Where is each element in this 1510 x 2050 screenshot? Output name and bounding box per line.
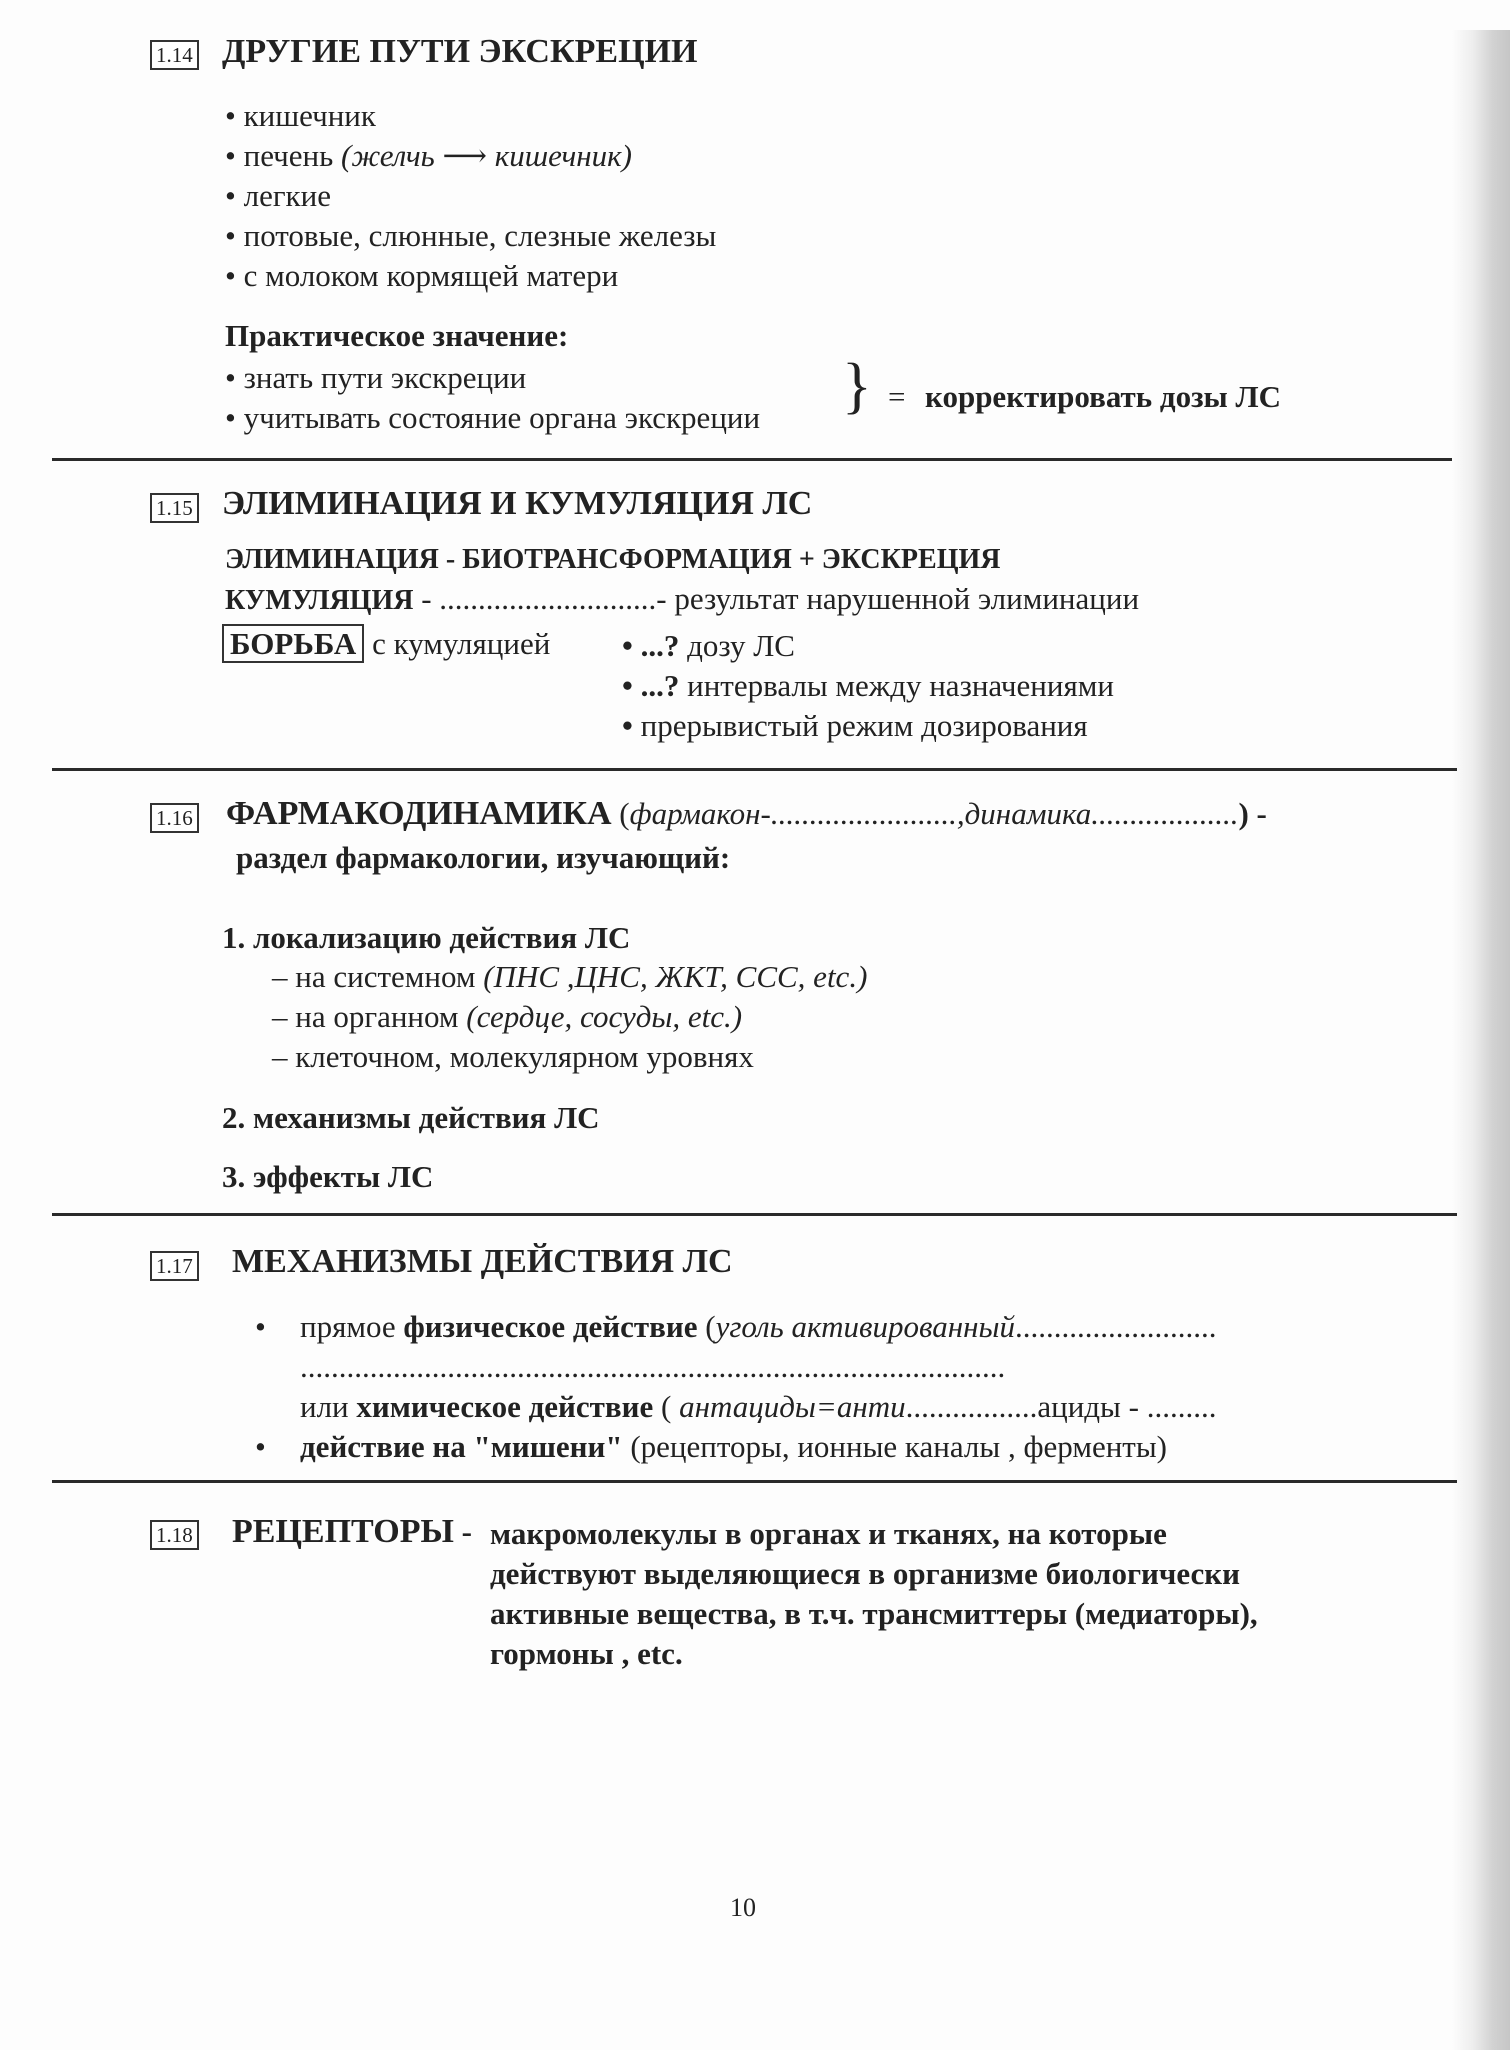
list-item: – на органном (сердце, сосуды, etc.) [272, 999, 743, 1034]
conclusion: корректировать дозы ЛС [925, 379, 1282, 414]
list-item: 3. эффекты ЛС [222, 1159, 434, 1194]
list-item: • с молоком кормящей матери [225, 258, 619, 293]
section-title: РЕЦЕПТОРЫ [232, 1513, 454, 1550]
divider [52, 1480, 1457, 1483]
section-title-line: ФАРМАКОДИНАМИКА (фармакон-........................,динамика...................) - [226, 795, 1267, 832]
divider [52, 768, 1457, 771]
section-title-line: РЕЦЕПТОРЫ - [232, 1513, 472, 1550]
fight-box: БОРЬБА [222, 624, 364, 663]
elimination-definition: ЭЛИМИНАЦИЯ - БИОТРАНСФОРМАЦИЯ + ЭКСКРЕЦИЯ [225, 544, 1001, 575]
practical-list [225, 358, 760, 438]
bullet: • [255, 1309, 266, 1344]
fight-list [622, 626, 1114, 746]
divider [52, 1213, 1457, 1216]
definition-line: активные вещества, в т.ч. трансмиттеры (медиаторы), [490, 1596, 1258, 1631]
list-item: • потовые, слюнные, слезные железы [225, 218, 717, 253]
equals-sign: = [888, 379, 906, 414]
excretion-list [225, 96, 716, 296]
section-title: ФАРМАКОДИНАМИКА [226, 795, 612, 832]
list-item: • легкие [225, 178, 331, 213]
list-item: • прерывистый режим дозирования [622, 708, 1088, 743]
list-item: 1. локализацию действия ЛС [222, 920, 631, 955]
list-item: • знать пути экскреции [225, 360, 527, 395]
section-number: 1.16 [150, 803, 199, 833]
list-item: • печень (желчь ⟶ кишечник) [225, 138, 632, 173]
divider [52, 458, 1452, 461]
cumulation-definition: КУМУЛЯЦИЯ - ............................- результат нарушенной элиминации [225, 581, 1140, 616]
mechanism-line: прямое физическое действие (уголь активированный.......................... [300, 1309, 1217, 1344]
section-subtitle: раздел фармакологии, изучающий: [236, 840, 731, 875]
section-number: 1.18 [150, 1520, 199, 1550]
definition-line: макромолекулы в органах и тканях, на которые [490, 1516, 1167, 1551]
list-item: • ...? дозу ЛС [622, 628, 795, 663]
page-number: 10 [730, 1893, 756, 1922]
list-item: 2. механизмы действия ЛС [222, 1100, 600, 1135]
section-number: 1.14 [150, 40, 199, 70]
definition-line: гормоны , etc. [490, 1636, 683, 1671]
list-item: – клеточном, молекулярном уровнях [272, 1039, 754, 1074]
blank-line: ........................................................................................... [300, 1349, 1006, 1384]
section-title: ЭЛИМИНАЦИЯ И КУМУЛЯЦИЯ ЛС [222, 485, 813, 522]
list-item: – на системном (ПНС ,ЦНС, ЖКТ, ССС, etc.) [272, 959, 868, 994]
fight-cumulation: БОРЬБА с кумуляцией [222, 624, 550, 664]
section-title: ДРУГИЕ ПУТИ ЭКСКРЕЦИИ [222, 33, 698, 70]
levels-list [272, 957, 867, 1077]
section-number: 1.17 [150, 1251, 199, 1281]
practical-title: Практическое значение: [225, 318, 569, 353]
list-item: • ...? интервалы между назначениями [622, 668, 1114, 703]
mechanism-line: действие на "мишени" (рецепторы, ионные каналы , ферменты) [300, 1429, 1167, 1464]
list-item: • кишечник [225, 98, 376, 133]
list-item: • учитывать состояние органа экскреции [225, 400, 761, 435]
bullet: • [255, 1429, 266, 1464]
definition-line: действуют выделяющиеся в организме биологически [490, 1556, 1240, 1591]
mechanism-line: или химическое действие ( антациды=анти.................ациды - ......... [300, 1389, 1217, 1424]
section-title: МЕХАНИЗМЫ ДЕЙСТВИЯ ЛС [232, 1243, 733, 1280]
section-number: 1.15 [150, 493, 199, 523]
curly-brace: } [842, 352, 872, 420]
receptor-definition [490, 1514, 1258, 1674]
page-edge-shadow [1452, 30, 1510, 2050]
